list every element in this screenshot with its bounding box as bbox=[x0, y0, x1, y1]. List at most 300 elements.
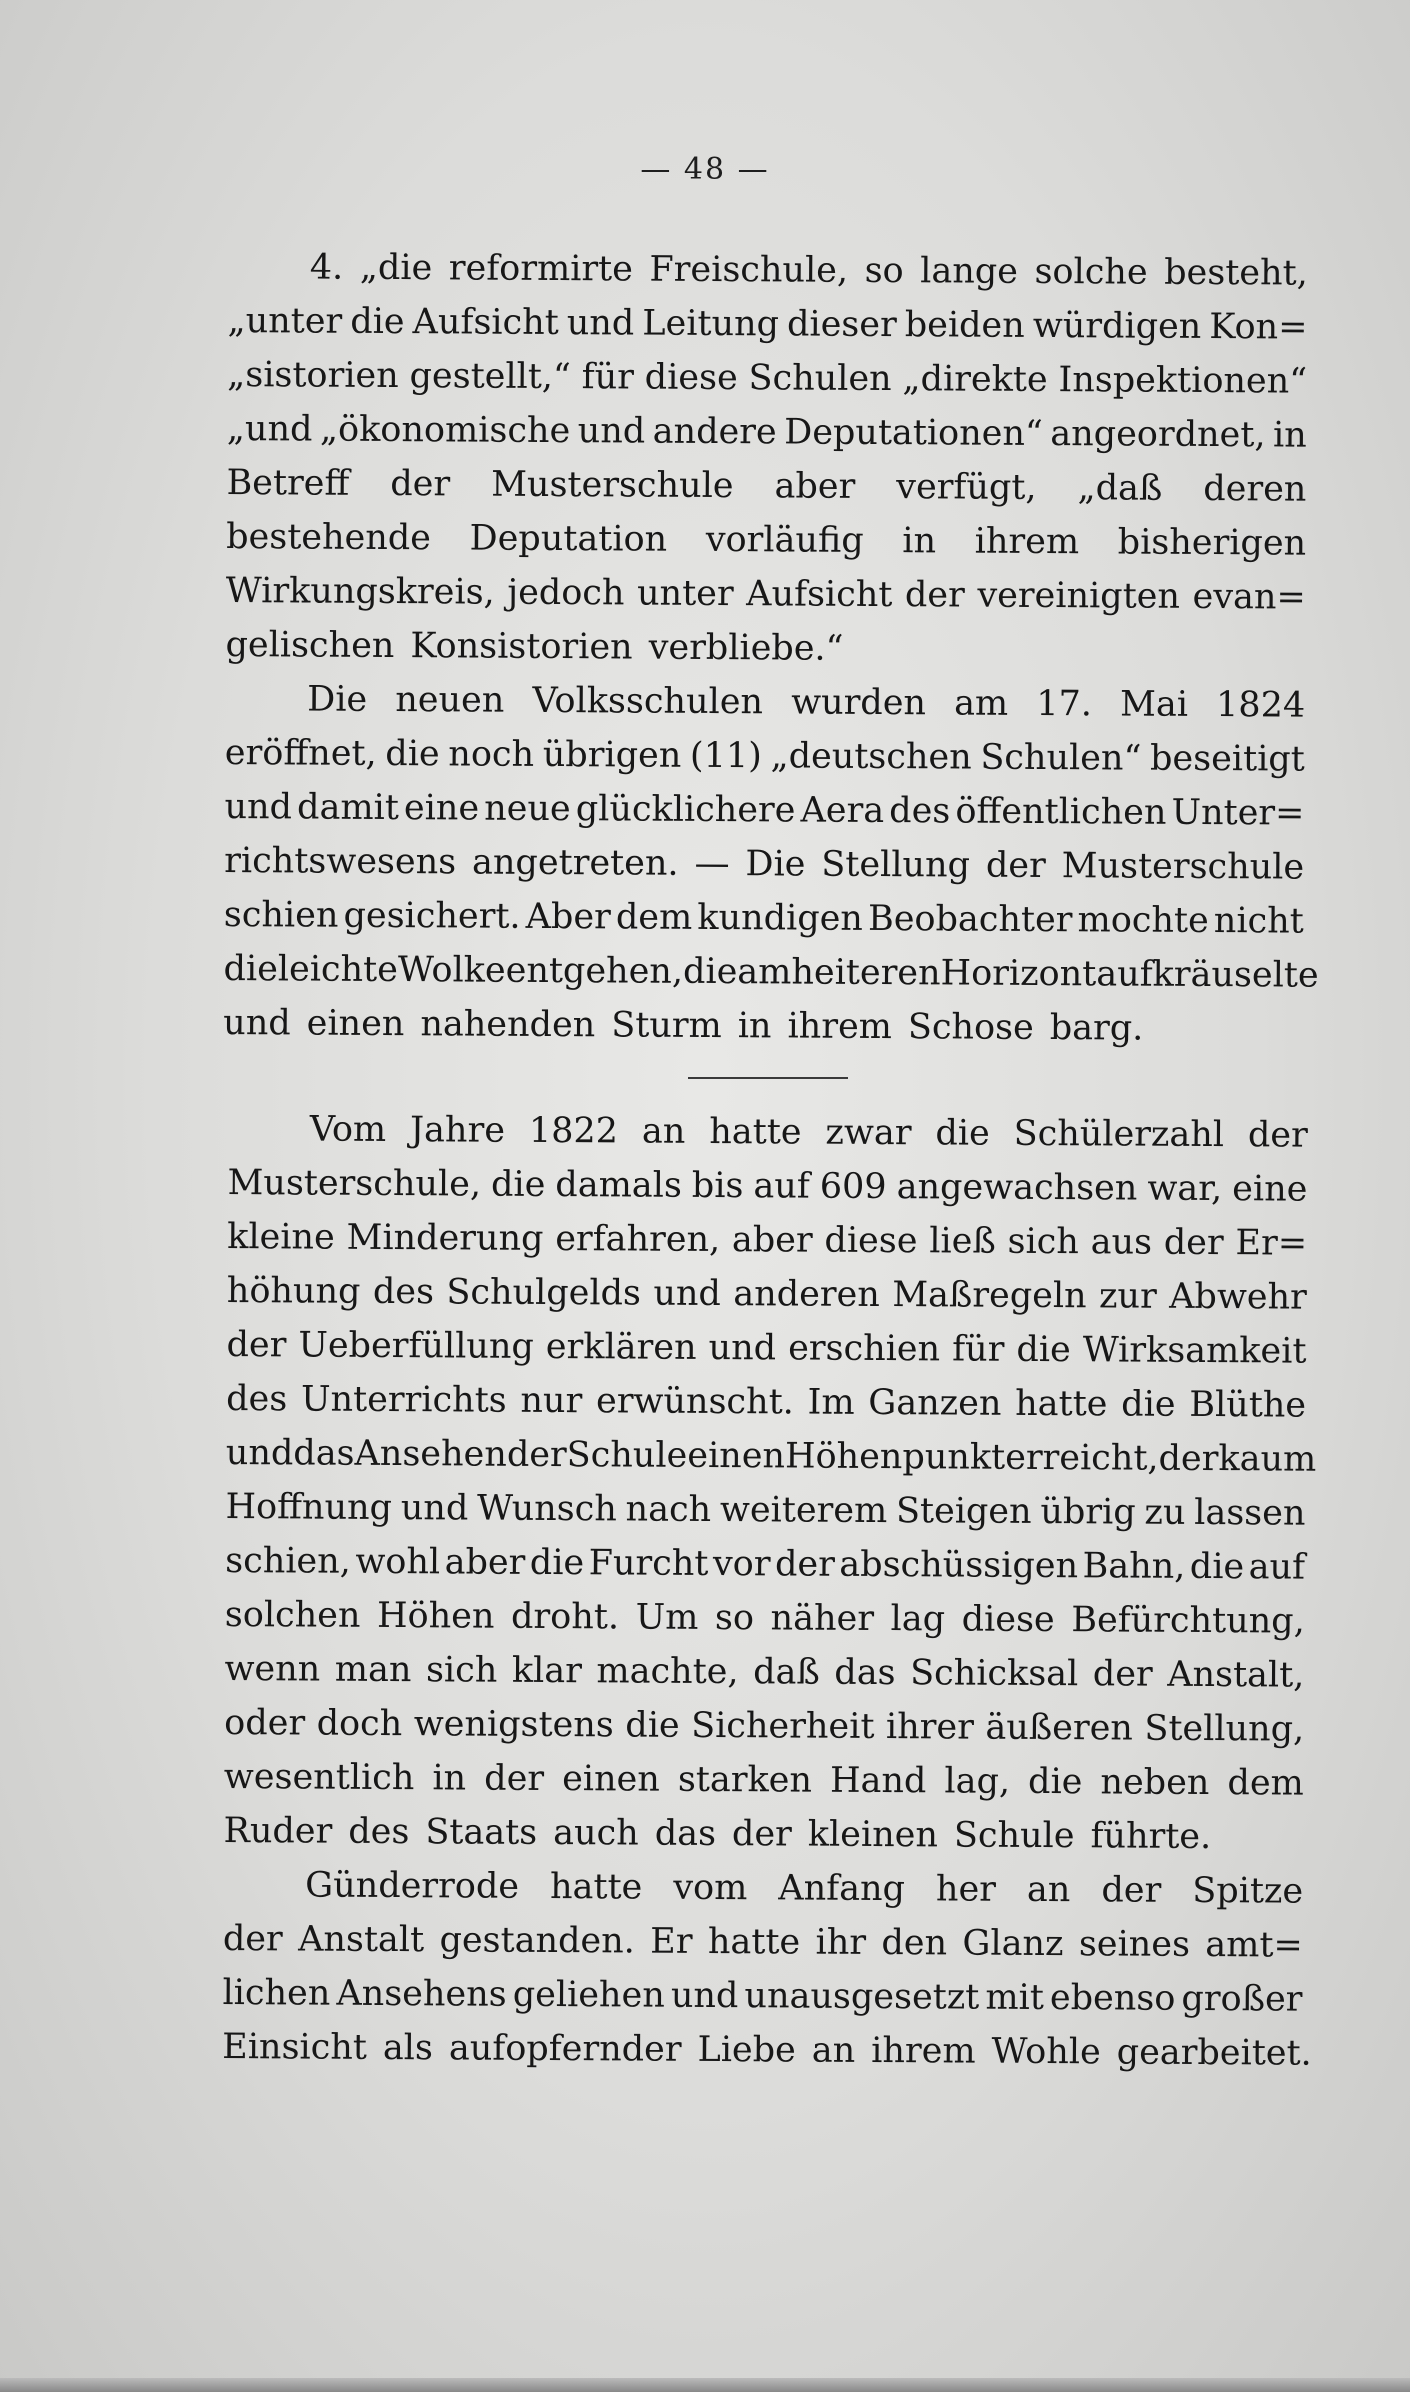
word: „direkte bbox=[902, 359, 1048, 401]
word: Befürchtung, bbox=[1071, 1600, 1305, 1642]
text-line bbox=[227, 1264, 1307, 1325]
word: so bbox=[864, 250, 904, 292]
word: ihrem bbox=[871, 2030, 976, 2072]
word: Deputationen“ bbox=[784, 412, 1043, 454]
word: 17. bbox=[1036, 683, 1093, 725]
word: Aufsicht bbox=[746, 574, 893, 616]
word: so bbox=[714, 1597, 755, 1639]
word: wenn bbox=[224, 1648, 321, 1690]
word: und bbox=[224, 786, 293, 828]
word: der bbox=[1247, 1115, 1308, 1156]
word: der bbox=[1092, 1654, 1153, 1695]
word: die bbox=[1016, 1329, 1071, 1371]
word: Mai bbox=[1119, 684, 1189, 725]
word: leichte bbox=[277, 949, 399, 991]
word: man bbox=[334, 1649, 412, 1691]
word: Höhen bbox=[376, 1595, 495, 1637]
word: mit bbox=[985, 1977, 1044, 2019]
word: eine bbox=[403, 788, 480, 829]
word: lichen bbox=[222, 1972, 331, 2014]
word: damals bbox=[555, 1165, 682, 1206]
word: und bbox=[577, 411, 646, 452]
word: unter bbox=[636, 573, 734, 615]
word: doch bbox=[316, 1703, 403, 1745]
word: Hoffnung bbox=[225, 1486, 393, 1529]
word: Spitze bbox=[1192, 1870, 1304, 1912]
page-number: — 48 — bbox=[640, 152, 770, 187]
word: deren bbox=[1203, 468, 1307, 510]
word: der bbox=[222, 1918, 283, 1960]
word: kleinen bbox=[807, 1814, 939, 1856]
word: vorläufig bbox=[705, 519, 864, 561]
word: diese bbox=[644, 357, 738, 399]
text-line bbox=[227, 402, 1307, 463]
word: Schose bbox=[907, 1007, 1034, 1048]
word: Wirksamkeit bbox=[1082, 1330, 1307, 1372]
word: Ansehens bbox=[336, 1973, 507, 2015]
word: gearbeitet. bbox=[1116, 2032, 1312, 2074]
word: ihrem bbox=[787, 1006, 893, 1048]
text-line bbox=[227, 348, 1307, 409]
word: Musterschule bbox=[491, 464, 734, 507]
word: 1822 bbox=[528, 1110, 619, 1152]
word: Aber bbox=[525, 896, 611, 938]
word: öffentlichen bbox=[955, 791, 1167, 833]
word: ihrer bbox=[885, 1707, 975, 1748]
word: Maßregeln bbox=[892, 1275, 1087, 1317]
word: 1824 bbox=[1215, 685, 1306, 726]
word: wesentlich bbox=[223, 1756, 415, 1799]
word: der bbox=[506, 1434, 567, 1476]
word: schien bbox=[223, 894, 339, 936]
word: diese bbox=[824, 1220, 918, 1262]
word: die bbox=[625, 1705, 680, 1746]
word: dem bbox=[1227, 1763, 1304, 1804]
word: Musterschule bbox=[1061, 846, 1305, 888]
word: Unter= bbox=[1171, 792, 1305, 834]
word: gestellt,“ bbox=[409, 356, 572, 398]
text-line bbox=[224, 1750, 1304, 1811]
word: Anstalt bbox=[298, 1919, 425, 1961]
word: hatte bbox=[709, 1111, 802, 1153]
text-line bbox=[224, 834, 1304, 895]
word: Wohle bbox=[991, 2031, 1101, 2073]
word: weiterem bbox=[719, 1490, 888, 1532]
word: und bbox=[708, 1327, 777, 1369]
word: beiden bbox=[904, 305, 1025, 346]
word: Die bbox=[307, 679, 368, 720]
word: seines bbox=[1078, 1924, 1191, 1965]
word: nur bbox=[520, 1380, 583, 1422]
word: abschüssigen bbox=[839, 1544, 1079, 1587]
word: der bbox=[904, 575, 965, 616]
text-line bbox=[228, 1102, 1308, 1163]
word: „und bbox=[226, 408, 313, 450]
word: die bbox=[1028, 1761, 1083, 1803]
text-line bbox=[225, 1426, 1317, 1487]
text-line bbox=[227, 1156, 1307, 1217]
word: äußeren bbox=[985, 1707, 1134, 1749]
word: Schule bbox=[566, 1435, 688, 1476]
word: richtswesens bbox=[224, 840, 457, 883]
word: Schulgelds bbox=[446, 1272, 642, 1314]
text-line bbox=[227, 294, 1307, 355]
word: (11) bbox=[689, 735, 762, 777]
word: der bbox=[226, 1324, 287, 1366]
word: der bbox=[1101, 1870, 1162, 1911]
word: angeordnet, bbox=[1050, 414, 1266, 456]
paragraph-block-1 bbox=[223, 240, 1319, 1057]
word: angetreten. bbox=[471, 842, 679, 884]
text-line bbox=[226, 564, 1306, 625]
word: die bbox=[350, 301, 405, 343]
word: — bbox=[694, 843, 730, 885]
text-line bbox=[225, 1588, 1305, 1649]
word: Schulen bbox=[748, 358, 892, 400]
word: „unter bbox=[227, 300, 343, 342]
word: das bbox=[293, 1433, 355, 1474]
word: und bbox=[223, 1002, 291, 1044]
word: anderen bbox=[733, 1274, 880, 1315]
word: glücklichere bbox=[575, 789, 796, 831]
word: einen bbox=[562, 1759, 660, 1800]
word: Volksschulen bbox=[532, 680, 764, 723]
word: dieser bbox=[786, 304, 897, 346]
word: Konsistorien bbox=[410, 626, 633, 668]
word: „ökonomische bbox=[319, 409, 571, 452]
word: verbliebe.“ bbox=[648, 627, 844, 669]
word: an bbox=[1026, 1869, 1071, 1911]
word: näher bbox=[770, 1598, 875, 1639]
word: als bbox=[382, 2027, 434, 2069]
word: neue bbox=[484, 788, 571, 830]
word: in bbox=[737, 1006, 772, 1047]
text-line bbox=[225, 1534, 1305, 1595]
word: war, bbox=[1147, 1168, 1223, 1210]
word: Sicherheit bbox=[691, 1705, 875, 1747]
word: die bbox=[223, 948, 278, 990]
text-line bbox=[225, 618, 1305, 679]
text-line bbox=[228, 240, 1308, 301]
word: und bbox=[400, 1488, 469, 1529]
word: erfahren, bbox=[555, 1219, 721, 1261]
word: Vom bbox=[309, 1109, 387, 1150]
word: Ansehen bbox=[354, 1433, 508, 1475]
word: Inspektionen“ bbox=[1058, 360, 1308, 402]
word: lassen bbox=[1194, 1492, 1306, 1534]
word: andere bbox=[652, 411, 777, 453]
word: aufkräuselte bbox=[1096, 954, 1319, 996]
word: Höhenpunkt bbox=[784, 1436, 1006, 1478]
word: Minderung bbox=[346, 1217, 544, 1259]
word: gestanden. bbox=[439, 1920, 635, 1962]
word: droht. bbox=[510, 1596, 620, 1638]
word: Schule bbox=[953, 1815, 1075, 1857]
word: Ganzen bbox=[868, 1382, 1002, 1424]
word: kleine bbox=[227, 1216, 335, 1258]
word: die bbox=[385, 733, 440, 775]
word: sich bbox=[425, 1650, 498, 1691]
word: der bbox=[390, 463, 451, 505]
word: Schicksal bbox=[910, 1653, 1079, 1695]
word: nach bbox=[625, 1489, 712, 1530]
word: zur bbox=[1098, 1276, 1157, 1317]
word: lange bbox=[920, 251, 1019, 292]
word: nicht bbox=[1213, 901, 1304, 942]
word: Aera bbox=[800, 790, 885, 832]
word: neuen bbox=[395, 680, 505, 721]
word: und bbox=[653, 1273, 722, 1315]
word: Ueberfüllung bbox=[298, 1325, 534, 1367]
word: Betreff bbox=[226, 462, 350, 504]
word: entgehen, bbox=[505, 950, 684, 992]
word: erwünscht. bbox=[595, 1381, 794, 1423]
word: auf bbox=[753, 1166, 810, 1207]
word: auf bbox=[1248, 1547, 1306, 1588]
word: barg. bbox=[1049, 1008, 1144, 1049]
word: hatte bbox=[707, 1921, 801, 1963]
word: der bbox=[1158, 1438, 1219, 1480]
word: Er= bbox=[1235, 1223, 1308, 1264]
word: Schulen“ bbox=[980, 737, 1142, 779]
word: Um bbox=[635, 1597, 699, 1638]
word: des bbox=[889, 791, 951, 832]
word: reformirte bbox=[448, 248, 634, 290]
word: „sistorien bbox=[227, 354, 399, 397]
word: Furcht bbox=[588, 1543, 709, 1584]
word: lag, bbox=[944, 1761, 1011, 1802]
word: ihrem bbox=[974, 521, 1080, 563]
word: Liebe bbox=[697, 2029, 796, 2071]
text-line bbox=[222, 2020, 1312, 2081]
word: des bbox=[372, 1271, 435, 1313]
text-line bbox=[226, 510, 1306, 571]
text-line bbox=[226, 456, 1306, 517]
text-line bbox=[223, 1804, 1303, 1865]
word: kaum bbox=[1218, 1439, 1317, 1480]
paragraph-block-2 bbox=[222, 1102, 1317, 2081]
word: Anstalt, bbox=[1167, 1654, 1305, 1696]
word: beseitigt bbox=[1149, 738, 1305, 780]
word: Ruder bbox=[223, 1810, 333, 1852]
word: Deputation bbox=[469, 518, 668, 560]
word: für bbox=[952, 1329, 1005, 1370]
word: aber bbox=[731, 1220, 813, 1261]
word: evan= bbox=[1192, 576, 1306, 618]
word: aber bbox=[444, 1542, 526, 1583]
word: ebenso bbox=[1049, 1978, 1176, 2019]
word: gesichert. bbox=[343, 895, 521, 937]
word: Wolke bbox=[397, 950, 506, 991]
text-line bbox=[222, 1966, 1302, 2027]
word: diese bbox=[961, 1599, 1055, 1641]
section-divider bbox=[688, 1077, 848, 1079]
word: und bbox=[225, 1432, 294, 1474]
word: Aufsicht bbox=[412, 302, 559, 344]
text-line bbox=[226, 1372, 1306, 1433]
word: Freischule, bbox=[649, 249, 849, 291]
word: Sturm bbox=[611, 1005, 722, 1047]
word: Beobachter bbox=[867, 898, 1073, 941]
word: erklären bbox=[545, 1326, 697, 1368]
word: Im bbox=[807, 1382, 855, 1423]
word: starken bbox=[677, 1759, 813, 1801]
word: hatte bbox=[1015, 1383, 1108, 1425]
word: in bbox=[432, 1758, 467, 1799]
word: daß bbox=[753, 1652, 820, 1693]
word: des bbox=[226, 1378, 288, 1420]
word: der bbox=[731, 1814, 792, 1855]
word: das bbox=[834, 1652, 896, 1694]
word: der bbox=[985, 845, 1046, 887]
word: einen bbox=[687, 1435, 786, 1477]
text-line bbox=[223, 1858, 1303, 1919]
word: angewachsen bbox=[896, 1167, 1138, 1209]
word: einen bbox=[306, 1003, 405, 1045]
word: zu bbox=[1144, 1492, 1186, 1533]
word: Abwehr bbox=[1169, 1276, 1307, 1318]
word: höhung bbox=[226, 1270, 361, 1312]
word: geliehen bbox=[512, 1974, 665, 2016]
text-line bbox=[227, 1210, 1307, 1271]
word: lag bbox=[890, 1599, 946, 1640]
word: amt= bbox=[1205, 1924, 1303, 1966]
word: noch bbox=[448, 734, 535, 775]
word: in bbox=[902, 521, 937, 562]
word: Er bbox=[650, 1921, 693, 1962]
word: bisherigen bbox=[1117, 522, 1307, 564]
word: an bbox=[811, 2030, 856, 2071]
word: und bbox=[670, 1975, 739, 2017]
text-line bbox=[226, 1318, 1306, 1379]
word: bestehende bbox=[226, 516, 432, 559]
word: Blüthe bbox=[1189, 1384, 1307, 1426]
word: führte. bbox=[1090, 1816, 1212, 1858]
word: erschien bbox=[788, 1328, 941, 1370]
word: Wunsch bbox=[476, 1488, 617, 1530]
text-line bbox=[224, 1696, 1304, 1757]
word: unausgesetzt bbox=[744, 1976, 980, 2018]
text-line bbox=[223, 1912, 1303, 1973]
word: Stellung, bbox=[1144, 1708, 1305, 1750]
word: Staats bbox=[425, 1812, 538, 1853]
word: würdigen bbox=[1032, 305, 1202, 347]
word: eine bbox=[1232, 1169, 1308, 1210]
word: Leitung bbox=[642, 303, 780, 345]
text-line bbox=[223, 996, 1303, 1057]
text-line bbox=[225, 1480, 1305, 1541]
word: Die bbox=[745, 844, 806, 885]
word: der bbox=[1163, 1222, 1224, 1264]
word: dem bbox=[615, 897, 693, 938]
word: Schülerzahl bbox=[1013, 1113, 1225, 1156]
word: am bbox=[954, 683, 1009, 724]
word: her bbox=[935, 1869, 997, 1910]
word: übrig bbox=[1040, 1491, 1136, 1533]
word: Anfang bbox=[778, 1868, 906, 1910]
word: ließ bbox=[929, 1221, 996, 1262]
word: übrigen bbox=[542, 734, 682, 776]
word: ihr bbox=[815, 1922, 867, 1963]
word: am bbox=[737, 952, 792, 993]
word: und bbox=[566, 303, 635, 344]
word: nahenden bbox=[420, 1004, 596, 1046]
word: verfügt, bbox=[896, 467, 1037, 508]
word: klar bbox=[511, 1650, 583, 1692]
text-line bbox=[225, 726, 1305, 787]
word: Horizont bbox=[940, 953, 1097, 995]
word: wohl bbox=[355, 1541, 441, 1583]
word: an bbox=[641, 1111, 686, 1152]
word: 609 bbox=[819, 1166, 887, 1208]
word: „deutschen bbox=[770, 736, 972, 778]
word: Jahre bbox=[409, 1110, 506, 1151]
word: die bbox=[1189, 1546, 1245, 1588]
text-line bbox=[225, 672, 1305, 733]
word: Kon= bbox=[1209, 306, 1308, 348]
word: bis bbox=[691, 1165, 744, 1207]
word: „die bbox=[359, 247, 433, 289]
word: Einsicht bbox=[222, 2026, 368, 2068]
word: hatte bbox=[549, 1866, 643, 1908]
word: sich bbox=[1007, 1221, 1080, 1263]
word: der bbox=[774, 1544, 835, 1585]
word: jedoch bbox=[507, 572, 625, 614]
word: den bbox=[881, 1923, 948, 1964]
word: kundigen bbox=[697, 897, 864, 939]
word: die bbox=[529, 1542, 585, 1584]
word: die bbox=[682, 951, 738, 993]
word: Wirkungskreis, bbox=[225, 570, 495, 613]
word: oder bbox=[224, 1702, 306, 1744]
word: machte, bbox=[596, 1651, 739, 1693]
word: auch bbox=[553, 1813, 639, 1854]
word: die bbox=[490, 1164, 546, 1205]
word: Steigen bbox=[895, 1491, 1032, 1532]
word: aus bbox=[1090, 1222, 1153, 1263]
word: für bbox=[581, 357, 635, 398]
word: mochte bbox=[1077, 900, 1209, 942]
word: solche bbox=[1034, 251, 1148, 293]
word: Bahn, bbox=[1082, 1546, 1186, 1587]
word: gelischen bbox=[225, 624, 395, 667]
word: besteht, bbox=[1164, 252, 1308, 294]
text-line bbox=[224, 1642, 1304, 1703]
word: vom bbox=[673, 1867, 748, 1909]
word: solchen bbox=[224, 1594, 361, 1636]
word: heiteren bbox=[791, 952, 941, 994]
word: die bbox=[1121, 1384, 1176, 1425]
text-line bbox=[224, 780, 1304, 841]
word: eröffnet, bbox=[224, 732, 377, 774]
word: 4. bbox=[309, 247, 344, 288]
word: der bbox=[484, 1758, 545, 1799]
word: Musterschule, bbox=[227, 1162, 482, 1205]
word: erreicht, bbox=[1005, 1437, 1159, 1479]
word: vereinigten bbox=[977, 575, 1181, 617]
word: des bbox=[348, 1811, 410, 1853]
word: aber bbox=[774, 466, 856, 507]
word: wenigstens bbox=[413, 1704, 614, 1746]
word: in bbox=[1272, 415, 1307, 456]
word: Stellung bbox=[821, 844, 971, 886]
word: aufopfernder bbox=[448, 2028, 682, 2070]
text-line bbox=[223, 942, 1319, 1003]
word: schien, bbox=[225, 1540, 352, 1582]
word: Hand bbox=[829, 1760, 927, 1802]
word: „daß bbox=[1077, 468, 1163, 509]
word: großer bbox=[1181, 1978, 1303, 2020]
